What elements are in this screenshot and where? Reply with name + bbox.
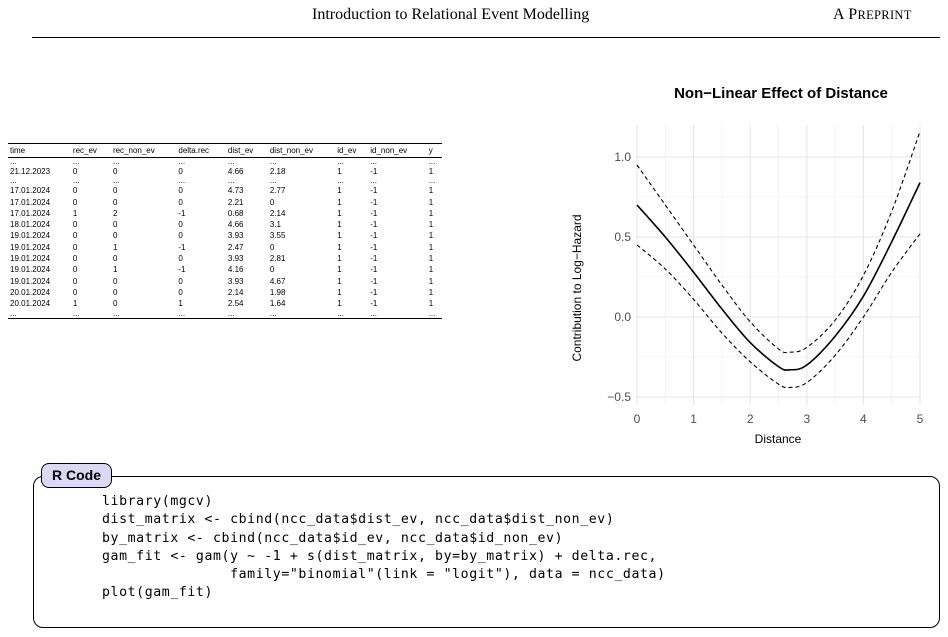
table-header-row [8, 144, 442, 158]
table-cell: 1 [337, 276, 342, 286]
chart-x-axis-label: Distance [754, 432, 802, 446]
table-row [8, 264, 442, 275]
table-cell: 1 [428, 167, 434, 176]
table-cell: 0 [72, 287, 78, 297]
chart-title: Non−Linear Effect of Distance [674, 85, 888, 102]
table-cell: 0 [72, 197, 78, 207]
table-cell: ... [72, 157, 80, 166]
table-cell: 1 [428, 197, 434, 207]
table-cell: 1.98 [269, 287, 286, 297]
y-tick-label: 0.5 [614, 230, 631, 244]
table-row [8, 298, 442, 309]
table-cell: 1 [337, 242, 342, 252]
table-row [8, 287, 442, 298]
table-row [8, 242, 442, 253]
table-cell: 2.21 [227, 197, 244, 207]
table-cell: 1 [428, 220, 434, 230]
table-cell: ... [269, 157, 277, 166]
table-cell: ... [427, 310, 442, 319]
table-cell: 0 [178, 167, 183, 176]
table-cell: ... [72, 176, 80, 186]
table-cell: -1 [178, 242, 186, 252]
x-tick-label: 5 [916, 412, 924, 426]
data-table-container [8, 143, 442, 319]
table-cell: 2.14 [269, 208, 286, 218]
table-cell: ... [337, 157, 344, 166]
table-cell: ... [227, 157, 235, 166]
column-header: time [8, 144, 71, 158]
table-cell: 3.55 [269, 231, 286, 241]
table-cell: ... [337, 176, 344, 186]
table-cell: 0 [72, 186, 78, 196]
table-cell: 1 [337, 265, 342, 275]
table-cell: 17.01.2024 [10, 186, 51, 196]
code-tag: R Code [41, 463, 112, 488]
table-cell: 0 [72, 254, 78, 264]
table-cell: -1 [370, 254, 378, 264]
table-cell: 1 [337, 197, 342, 207]
table-cell: -1 [370, 231, 378, 241]
table-cell: 0 [178, 254, 183, 264]
y-tick-label: −0.5 [607, 390, 631, 404]
table-cell: ... [176, 310, 226, 319]
table-cell: 0 [112, 287, 118, 297]
column-header: delta.rec [176, 144, 226, 158]
table-cell: -1 [370, 287, 378, 297]
table-cell: 17.01.2024 [10, 197, 51, 207]
table-cell: 19.01.2024 [10, 254, 51, 264]
table-cell: 0 [269, 197, 275, 207]
table-cell: 1 [337, 186, 342, 196]
table-cell: 3.93 [227, 231, 244, 241]
table-cell: 0 [112, 231, 118, 241]
table-cell: 1 [337, 287, 342, 297]
table-cell: 1 [178, 299, 183, 309]
y-tick-label: 0.0 [614, 310, 631, 324]
y-tick-label: 1.0 [614, 150, 631, 164]
table-cell: ... [370, 157, 377, 166]
table-cell: ... [178, 157, 186, 166]
table-cell: 0 [112, 299, 118, 309]
column-header: rec_non_ev [111, 144, 176, 158]
table-cell: 0 [112, 254, 118, 264]
table-row [8, 310, 442, 319]
table-cell: -1 [370, 220, 378, 230]
table-cell: 4.66 [227, 220, 244, 230]
table-cell: 0 [178, 197, 183, 207]
table-cell: 0 [178, 220, 183, 230]
table-cell: 0 [178, 287, 183, 297]
column-header: y [427, 144, 442, 158]
table-cell: ... [71, 310, 111, 319]
x-tick-label: 0 [633, 412, 641, 426]
code-line: library(mgcv) [102, 494, 214, 509]
table-cell: 0 [112, 220, 118, 230]
code-line: gam_fit <- gam(y ~ -1 + s(dist_matrix, by=by_matrix) + delta.rec, [102, 548, 658, 564]
running-head [0, 0, 948, 44]
table-cell: ... [227, 176, 235, 186]
table-cell: ... [178, 176, 186, 186]
column-header: dist_non_ev [268, 144, 335, 158]
table-cell: 0 [72, 167, 78, 176]
table-cell: 0 [112, 186, 118, 196]
table-cell: 0 [72, 231, 78, 241]
table-row [8, 197, 442, 208]
table-cell: 1 [337, 220, 342, 230]
table-cell: 3.93 [227, 254, 244, 264]
table-cell: 19.01.2024 [10, 265, 51, 275]
column-header: id_non_ev [368, 144, 426, 158]
table-cell: ... [268, 310, 335, 319]
table-cell: 1 [428, 265, 434, 275]
table-cell: 2.18 [269, 167, 286, 176]
x-tick-label: 2 [746, 412, 754, 426]
table-cell: 0 [269, 265, 275, 275]
table-row [8, 208, 442, 219]
table-cell: ... [111, 310, 176, 319]
table-cell: 0 [178, 186, 183, 196]
table-cell: 21.12.2023 [10, 167, 51, 176]
table-cell: 0 [178, 276, 183, 286]
table-cell: 4.67 [269, 276, 286, 286]
table-cell: ... [10, 157, 17, 166]
table-row [8, 253, 442, 264]
table-cell: -1 [178, 208, 186, 218]
table-cell: 1 [428, 208, 434, 218]
preprint-rest: REPRINT [857, 8, 912, 22]
table-row [8, 177, 442, 185]
table-cell: 2.77 [269, 186, 286, 196]
table-cell: 18.01.2024 [10, 220, 51, 230]
table-cell: 4.16 [227, 265, 244, 275]
table-cell: ... [8, 310, 71, 319]
code-line: dist_matrix <- cbind(ncc_data$dist_ev, ncc_data$dist_non_ev) [102, 512, 615, 528]
table-cell: -1 [370, 242, 378, 252]
table-cell: 0 [112, 276, 118, 286]
table-cell: 0 [72, 242, 78, 252]
table-cell: 0.68 [227, 208, 244, 218]
table-cell: 0 [269, 242, 275, 252]
table-cell: -1 [370, 197, 378, 207]
data-table [8, 143, 442, 319]
table-cell: -1 [370, 276, 378, 286]
table-cell: 1 [428, 242, 434, 252]
table-cell: ... [112, 176, 120, 186]
column-header: dist_ev [226, 144, 268, 158]
table-cell: 1.64 [269, 299, 286, 309]
code-line: plot(gam_fit) [102, 585, 214, 601]
table-cell: -1 [370, 208, 378, 218]
table-cell: -1 [370, 265, 378, 275]
code-line: by_matrix <- cbind(ncc_data$id_ev, ncc_data$id_non_ev) [102, 530, 564, 546]
table-cell: 0 [178, 231, 183, 241]
table-cell: 1 [428, 299, 434, 309]
running-title: Introduction to Relational Event Modelling [312, 6, 590, 23]
table-cell: -1 [370, 167, 378, 176]
table-cell: 1 [428, 287, 434, 297]
distance-effect-chart [565, 75, 948, 455]
table-row [8, 185, 442, 196]
table-cell: 17.01.2024 [10, 208, 51, 218]
column-header: id_ev [335, 144, 368, 158]
table-cell: 0 [72, 220, 78, 230]
table-cell: 1 [337, 208, 342, 218]
chart-svg [565, 75, 948, 455]
table-cell: ... [112, 157, 120, 166]
table-cell: ... [10, 176, 17, 186]
table-cell: 1 [337, 254, 342, 264]
table-cell: 2.14 [227, 287, 244, 297]
x-tick-label: 1 [690, 412, 697, 426]
table-cell: 2.47 [227, 242, 244, 252]
chart-grid [637, 125, 920, 405]
code-block [102, 493, 666, 603]
column-header: rec_ev [71, 144, 111, 158]
table-cell: 4.73 [227, 186, 244, 196]
table-cell: 4.66 [227, 167, 244, 176]
preprint-label [833, 6, 912, 24]
table-cell: 20.01.2024 [10, 299, 51, 309]
table-row [8, 158, 442, 167]
table-body [8, 158, 442, 319]
chart-ticks [607, 150, 923, 426]
table-cell: 1 [337, 167, 342, 176]
table-cell: -1 [370, 299, 378, 309]
table-cell: -1 [370, 186, 378, 196]
table-cell: 19.01.2024 [10, 231, 51, 241]
table-cell: 3.93 [227, 276, 244, 286]
table-cell: 3.1 [269, 220, 281, 230]
table-cell: 1 [337, 231, 342, 241]
table-cell: 0 [72, 276, 78, 286]
table-cell: 0 [112, 167, 118, 176]
table-cell: 1 [337, 299, 342, 309]
table-cell: 0 [112, 197, 118, 207]
table-cell: 1 [428, 186, 434, 196]
code-line: family="binomial"(link = "logit"), data = ncc_data) [102, 567, 666, 583]
table-cell: 1 [72, 299, 78, 309]
table-cell: 0 [72, 265, 78, 275]
table-cell: ... [335, 310, 368, 319]
r-code-listing [33, 463, 940, 628]
table-cell: ... [269, 176, 277, 186]
table-cell: 1 [428, 254, 434, 264]
table-cell: ... [370, 176, 377, 186]
table-row [8, 219, 442, 230]
table-row [8, 276, 442, 287]
header-rule [32, 37, 940, 38]
table-cell: 2.54 [227, 299, 244, 309]
table-cell: 20.01.2024 [10, 287, 51, 297]
table-cell: 2.81 [269, 254, 286, 264]
table-cell: 1 [428, 276, 434, 286]
table-cell: ... [428, 176, 436, 186]
x-tick-label: 3 [803, 412, 811, 426]
table-cell: 2 [112, 208, 118, 218]
table-row [8, 230, 442, 241]
table-cell: 1 [72, 208, 78, 218]
table-cell: -1 [178, 265, 186, 275]
table-cell: 19.01.2024 [10, 276, 51, 286]
table-cell: 19.01.2024 [10, 242, 51, 252]
table-cell: 1 [428, 231, 434, 241]
table-cell: 1 [112, 265, 118, 275]
table-cell: ... [368, 310, 426, 319]
x-tick-label: 4 [860, 412, 867, 426]
chart-y-axis-label: Contribution to Log−Hazard [570, 214, 584, 362]
table-cell: ... [226, 310, 268, 319]
table-cell: ... [428, 157, 436, 166]
preprint-initial: A P [833, 6, 858, 23]
table-cell: 1 [112, 242, 118, 252]
